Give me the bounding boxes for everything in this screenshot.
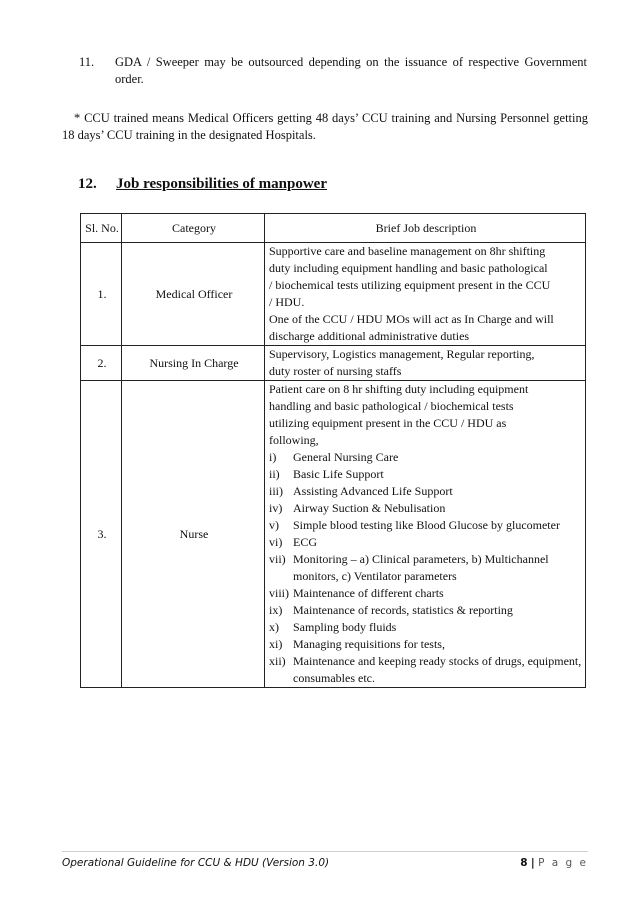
- list-numeral: xii): [269, 654, 286, 668]
- item-text: GDA / Sweeper may be outsourced depending on the issuance of respective Government order.: [115, 55, 587, 86]
- duty-list-item: [269, 653, 583, 687]
- row-sl-no: 1.: [81, 243, 122, 346]
- header-sl-no: Sl. No.: [81, 214, 122, 243]
- list-text: Maintenance and keeping ready stocks of drugs, equipment, consumables etc.: [293, 654, 582, 685]
- description-line: One of the CCU / HDU MOs will act as In Charge and will: [269, 312, 554, 326]
- row-description: [265, 243, 586, 346]
- description-line: / HDU.: [269, 295, 305, 309]
- list-numeral: xi): [269, 637, 283, 651]
- duty-list-item: [269, 602, 583, 619]
- footnote-paragraph: * CCU trained means Medical Officers getting 48 days’ CCU training and Nursing Personnel getting 18 days’ CCU training in the designated Hospitals.: [62, 111, 588, 142]
- row-sl-no: 2.: [81, 346, 122, 381]
- duty-list-item: [269, 619, 583, 636]
- list-text: ECG: [293, 535, 317, 549]
- description-line: / biochemical tests utilizing equipment present in the CCU: [269, 278, 551, 292]
- list-text: Maintenance of different charts: [293, 586, 444, 600]
- description-line: following,: [269, 433, 319, 447]
- footer-page-indicator: [520, 857, 588, 869]
- list-numeral: iv): [269, 501, 283, 515]
- list-text: Maintenance of records, statistics & reporting: [293, 603, 513, 617]
- duty-list-item: [269, 449, 583, 466]
- job-responsibilities-table: [80, 213, 586, 688]
- description-line: handling and basic pathological / biochemical tests: [269, 399, 514, 413]
- duty-list-item: [269, 483, 583, 500]
- header-category: Category: [122, 214, 265, 243]
- description-line: utilizing equipment present in the CCU / HDU as: [269, 416, 507, 430]
- duty-list-item: [269, 636, 583, 653]
- list-numeral: ii): [269, 467, 280, 481]
- description-line: discharge additional administrative duties: [269, 329, 470, 343]
- list-text: Assisting Advanced Life Support: [293, 484, 453, 498]
- section-number: 12.: [78, 176, 97, 192]
- list-numeral: ix): [269, 603, 283, 617]
- footer-divider: [62, 851, 588, 852]
- list-numeral: vii): [269, 552, 286, 566]
- description-line: duty including equipment handling and basic pathological: [269, 261, 548, 275]
- table-row: [81, 243, 586, 346]
- duty-list-item: [269, 585, 583, 602]
- section-title: Job responsibilities of manpower: [116, 176, 327, 192]
- item-number: 11.: [79, 55, 95, 69]
- row-description: [265, 346, 586, 381]
- list-text: Basic Life Support: [293, 467, 384, 481]
- list-numeral: v): [269, 518, 279, 532]
- description-line: duty roster of nursing staffs: [269, 364, 402, 378]
- description-line: Supervisory, Logistics management, Regular reporting,: [269, 347, 535, 361]
- header-description: Brief Job description: [265, 214, 586, 243]
- page-separator: |: [530, 857, 535, 869]
- list-text: Airway Suction & Nebulisation: [293, 501, 446, 515]
- list-text: Monitoring – a) Clinical parameters, b) Multichannel monitors, c) Ventilator parameters: [293, 552, 549, 583]
- page-number: 8: [520, 857, 528, 869]
- table-row: [81, 381, 586, 688]
- row-category: Nursing In Charge: [122, 346, 265, 381]
- row-category: Medical Officer: [122, 243, 265, 346]
- list-numeral: x): [269, 620, 279, 634]
- description-line: Supportive care and baseline management on 8hr shifting: [269, 244, 546, 258]
- list-text: General Nursing Care: [293, 450, 399, 464]
- list-numeral: i): [269, 450, 277, 464]
- row-description: [265, 381, 586, 688]
- list-numeral: viii): [269, 586, 289, 600]
- duty-list-item: [269, 517, 583, 534]
- footer-document-title: Operational Guideline for CCU & HDU (Version 3.0): [62, 857, 330, 869]
- duty-list-item: [269, 534, 583, 551]
- duty-list-item: [269, 551, 583, 585]
- list-numeral: vi): [269, 535, 283, 549]
- duty-list-item: [269, 466, 583, 483]
- section-heading: [78, 176, 327, 193]
- list-text: Managing requisitions for tests,: [293, 637, 445, 651]
- row-sl-no: 3.: [81, 381, 122, 688]
- list-text: Sampling body fluids: [293, 620, 397, 634]
- description-line: Patient care on 8 hr shifting duty including equipment: [269, 382, 529, 396]
- row-category: Nurse: [122, 381, 265, 688]
- table-header-row: [81, 214, 586, 243]
- duty-list-item: [269, 500, 583, 517]
- table-row: [81, 346, 586, 381]
- page-label: P a g e: [538, 857, 588, 869]
- list-numeral: iii): [269, 484, 283, 498]
- list-text: Simple blood testing like Blood Glucose by glucometer: [293, 518, 560, 532]
